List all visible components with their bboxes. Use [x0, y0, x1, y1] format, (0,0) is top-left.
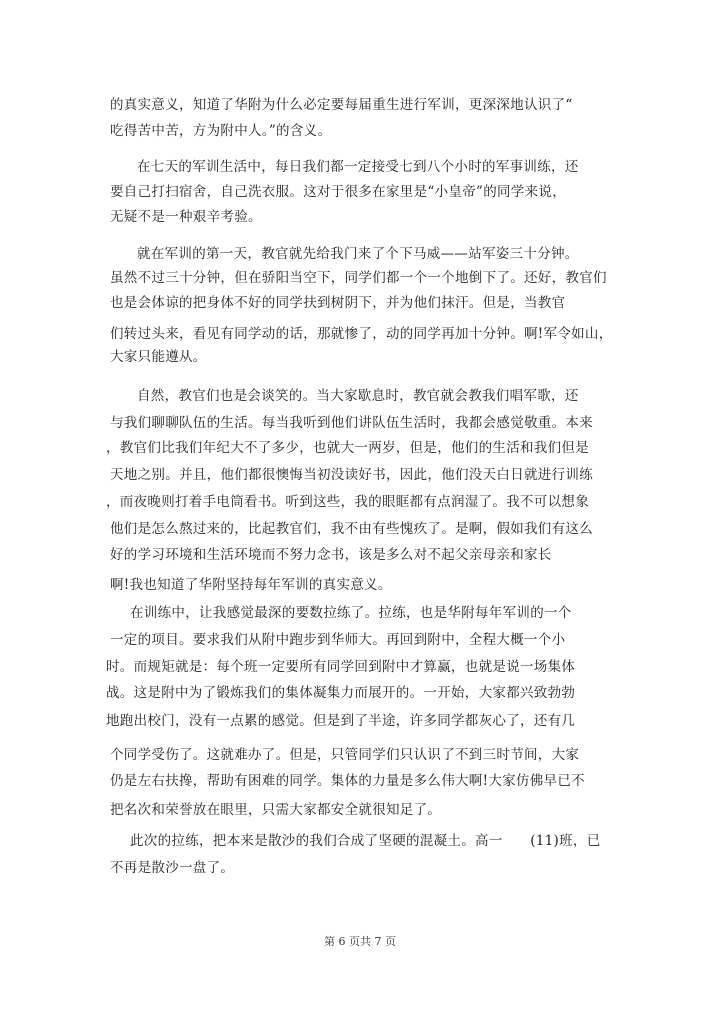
body-text-line: 要自己打扫宿舍，自己洗衣服。这对于很多在家里是“小皇帝”的同学来说，	[110, 184, 567, 200]
body-text-line: 与我们聊聊队伍的生活。每当我听到他们讲队伍生活时，我都会感觉敬重。本来	[110, 415, 593, 431]
body-text-line: 的真实意义，知道了华附为什么必定要每届重生进行军训，更深深地认识了“	[110, 97, 573, 113]
body-text-line: 一定的项目。要求我们从附中跑步到华师大。再回到附中，全程大概一个小	[110, 632, 566, 648]
body-text-line: 时。而规矩就是：每个班一定要所有同学回到附中才算赢，也就是说一场集体	[106, 659, 576, 675]
body-text-line: 们转过头来，看见有同学动的话，那就惨了，动的同学再加十分钟。啊!军令如山，	[110, 326, 613, 342]
body-text-line: ，而夜晚则打着手电筒看书。听到这些，我的眼眶都有点润湿了。我不可以想象	[106, 494, 589, 510]
body-text-line: 大家只能遵从。	[110, 349, 207, 365]
body-text-line: 仍是左右扶搀，帮助有困难的同学。集体的力量是多么伟大啊!大家仿佛早已不	[110, 773, 585, 789]
paragraph-first-line: 在七天的军训生活中，每日我们都一定接受七到八个小时的军事训练，还	[137, 159, 579, 175]
body-text-line: 好的学习环境和生活环境而不努力念书，该是多么对不起父亲母亲和家长	[110, 547, 552, 563]
body-text-line: 吃得苦中苦，方为附中人。”的含义。	[110, 123, 332, 139]
body-text-line: 地跑出校门，没有一点累的感觉。但是到了半途，许多同学都灰心了，还有几	[106, 713, 576, 729]
paragraph-first-line: 此次的拉练，把本来是散沙的我们合成了坚硬的混凝土。高一 (11)班，已	[130, 833, 601, 849]
body-text-line: 个同学受伤了。这就难办了。但是，只管同学们只认识了不到三时节间，大家	[110, 747, 580, 763]
paragraph-first-line: 自然，教官们也是会谈笑的。当大家歇息时，教官就会教我们唱军歌，还	[137, 388, 579, 404]
paragraph-first-line: 在训练中，让我感觉最深的要数拉练了。拉练，也是华附每年军训的一个	[130, 605, 572, 621]
body-text-line: 啊!我也知道了华附坚持每年军训的真实意义。	[110, 577, 392, 593]
body-text-line: 虽然不过三十分钟，但在骄阳当空下，同学们都一个一个地倒下了。还好，教官们	[110, 270, 607, 286]
body-text-line: 他们是怎么熬过来的，比起教官们，我不由有些愧疚了。是啊，假如我们有这么	[110, 521, 593, 537]
paragraph-first-line: 就在军训的第一天，教官就先给我门来了个下马威——站军姿三十分钟。	[137, 246, 579, 262]
body-text-line: 天地之别。并且，他们都很懊悔当初没读好书，因此，他们没天白日就进行训练	[110, 467, 593, 483]
body-text-line: 战。这是附中为了锻炼我们的集体凝集力而展开的。一开始，大家都兴致勃勃	[106, 685, 576, 701]
body-text-line: 也是会体谅的把身体不好的同学扶到树阴下，并为他们抹汗。但是，当教官	[110, 295, 566, 311]
body-text-line: 不再是散沙一盘了。	[110, 860, 235, 876]
body-text-line: 把名次和荣誉放在眼里，只需大家都安全就很知足了。	[110, 802, 442, 818]
body-text-line: 无疑不是一种艰辛考验。	[110, 209, 262, 225]
body-text-line: ，教官们比我们年纪大不了多少，也就大一两岁，但是，他们的生活和我们但是	[106, 440, 589, 456]
page-footer: 第 6 页共 7 页	[324, 935, 396, 948]
